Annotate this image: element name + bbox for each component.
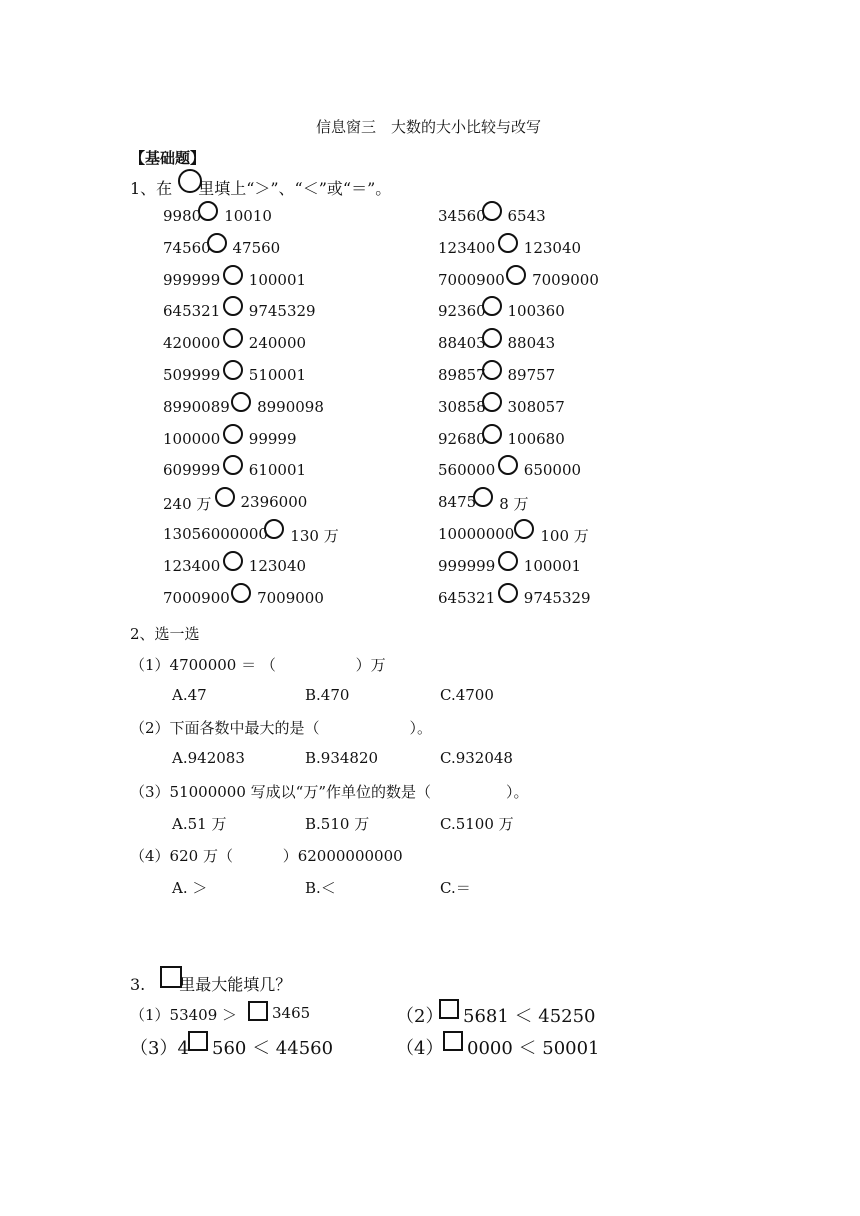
q3-item-suffix: 0000 ＜ 50001 <box>467 1038 600 1059</box>
number-left: 123400 <box>163 556 221 575</box>
number-right: 6543 <box>507 207 546 225</box>
number-left: 609999 <box>163 461 221 480</box>
square-blank-icon <box>160 966 182 988</box>
q3-heading <box>130 972 291 995</box>
comparison-circle[interactable] <box>231 392 251 412</box>
q1-suffix: 里填上“＞”、“＜”或“＝”。 <box>198 179 392 198</box>
number-right: 7009000 <box>532 270 599 289</box>
q2-heading: 2、选一选 <box>130 625 200 643</box>
answer-box[interactable] <box>443 1031 463 1051</box>
option-b[interactable]: B.510 万 <box>305 815 370 833</box>
q3-item-prefix: （1）53409 ＞ <box>130 1006 238 1024</box>
number-right: 100001 <box>523 556 582 575</box>
answer-box[interactable] <box>439 999 459 1019</box>
question-stem: （2）下面各数中最大的是（ ）。 <box>130 719 433 737</box>
page-title: 信息窗三 大数的大小比较与改写 <box>316 118 542 136</box>
number-left: 240 万 <box>163 495 212 514</box>
number-left: 8475 <box>438 493 477 512</box>
number-right: 9745329 <box>523 588 591 607</box>
number-left: 509999 <box>163 366 221 384</box>
comparison-circle[interactable] <box>215 487 235 507</box>
number-left: 9980 <box>163 207 202 225</box>
number-right: 650000 <box>523 461 582 480</box>
q3-item-suffix: 560 ＜ 44560 <box>212 1038 334 1059</box>
number-right: 9745329 <box>248 302 316 321</box>
number-right: 8 万 <box>499 495 529 514</box>
number-left: 92360 <box>438 302 486 321</box>
comparison-circle[interactable] <box>198 201 218 221</box>
number-right: 510001 <box>248 366 307 384</box>
q3-item-suffix: 3465 <box>272 1004 311 1022</box>
comparison-circle[interactable] <box>223 296 243 316</box>
number-right: 123040 <box>248 556 307 575</box>
comparison-circle[interactable] <box>482 360 502 380</box>
q1-prefix: 1、在 <box>130 179 173 198</box>
option-a[interactable]: A.47 <box>172 686 207 704</box>
comparison-circle[interactable] <box>482 201 502 221</box>
comparison-circle[interactable] <box>473 487 493 507</box>
q3-item-prefix: （2） <box>396 1006 444 1027</box>
comparison-circle[interactable] <box>506 265 526 285</box>
number-left: 123400 <box>438 238 496 257</box>
number-right: 100680 <box>507 429 565 448</box>
number-right: 2396000 <box>240 493 308 512</box>
question-stem: （4）620 万（ ）62000000000 <box>130 847 403 865</box>
comparison-circle[interactable] <box>223 424 243 444</box>
comparison-circle[interactable] <box>223 328 243 348</box>
comparison-circle[interactable] <box>498 455 518 475</box>
comparison-circle[interactable] <box>482 296 502 316</box>
comparison-circle[interactable] <box>207 233 227 253</box>
comparison-circle[interactable] <box>223 551 243 571</box>
number-left: 88403 <box>438 334 486 353</box>
number-right: 88043 <box>507 334 556 353</box>
number-left: 420000 <box>163 334 221 353</box>
number-right: 89757 <box>507 366 556 384</box>
number-left: 74560 <box>163 238 211 257</box>
option-c[interactable]: C.＝ <box>440 879 471 897</box>
answer-box[interactable] <box>188 1031 208 1051</box>
option-c[interactable]: C.932048 <box>440 749 513 767</box>
number-right: 240000 <box>248 334 307 353</box>
number-left: 7000900 <box>438 270 505 289</box>
comparison-circle[interactable] <box>498 233 518 253</box>
number-left: 100000 <box>163 429 221 448</box>
comparison-circle[interactable] <box>482 328 502 348</box>
comparison-circle[interactable] <box>514 519 534 539</box>
option-b[interactable]: B.470 <box>305 686 350 704</box>
comparison-circle[interactable] <box>482 424 502 444</box>
option-c[interactable]: C.4700 <box>440 686 494 704</box>
number-left: 999999 <box>438 556 496 575</box>
number-right: 8990098 <box>257 397 324 416</box>
q3-item-prefix: （4） <box>396 1038 444 1059</box>
number-right: 99999 <box>248 429 297 448</box>
answer-box[interactable] <box>248 1001 268 1021</box>
comparison-circle[interactable] <box>498 551 518 571</box>
number-left: 7000900 <box>163 588 230 607</box>
number-right: 7009000 <box>257 588 324 607</box>
comparison-circle[interactable] <box>498 583 518 603</box>
number-left: 10000000 <box>438 525 515 543</box>
number-left: 560000 <box>438 461 496 480</box>
number-right: 123040 <box>523 238 582 257</box>
option-b[interactable]: B.＜ <box>305 879 336 897</box>
number-left: 30858 <box>438 397 486 416</box>
option-b[interactable]: B.934820 <box>305 749 379 767</box>
number-right: 100360 <box>507 302 565 321</box>
number-right: 610001 <box>248 461 307 480</box>
q3-suffix: 里最大能填几？ <box>179 975 292 994</box>
q3-prefix: 3. <box>130 975 146 994</box>
section-heading: 【基础题】 <box>130 149 206 167</box>
number-right: 47560 <box>232 238 281 257</box>
option-a[interactable]: A. ＞ <box>172 879 208 897</box>
option-c[interactable]: C.5100 万 <box>440 815 514 833</box>
number-left: 8990089 <box>163 397 230 416</box>
option-a[interactable]: A.942083 <box>172 749 245 767</box>
question-stem: （1）4700000 ＝ （ ）万 <box>130 656 386 674</box>
q3-item-suffix: 5681 ＜ 45250 <box>463 1006 596 1027</box>
comparison-circle[interactable] <box>482 392 502 412</box>
number-right: 100001 <box>248 270 307 289</box>
number-left: 34560 <box>438 207 486 225</box>
comparison-circle[interactable] <box>223 455 243 475</box>
question-stem: （3）51000000 写成以“万”作单位的数是（ ）。 <box>130 783 529 801</box>
number-left: 13056000000 <box>163 525 268 543</box>
number-right: 100 万 <box>540 527 589 545</box>
number-left: 89857 <box>438 366 486 384</box>
option-a[interactable]: A.51 万 <box>172 815 227 833</box>
number-right: 308057 <box>507 397 565 416</box>
q3-item-prefix: （3）4 <box>130 1038 189 1059</box>
q1-heading <box>130 176 391 199</box>
number-right: 130 万 <box>290 527 339 545</box>
comparison-circle[interactable] <box>223 360 243 380</box>
number-left: 999999 <box>163 270 221 289</box>
comparison-circle[interactable] <box>223 265 243 285</box>
number-right: 10010 <box>224 207 272 225</box>
comparison-circle[interactable] <box>231 583 251 603</box>
number-left: 645321 <box>438 588 496 607</box>
number-left: 645321 <box>163 302 221 321</box>
comparison-circle[interactable] <box>264 519 284 539</box>
number-left: 92680 <box>438 429 486 448</box>
circle-blank-icon <box>178 169 202 193</box>
